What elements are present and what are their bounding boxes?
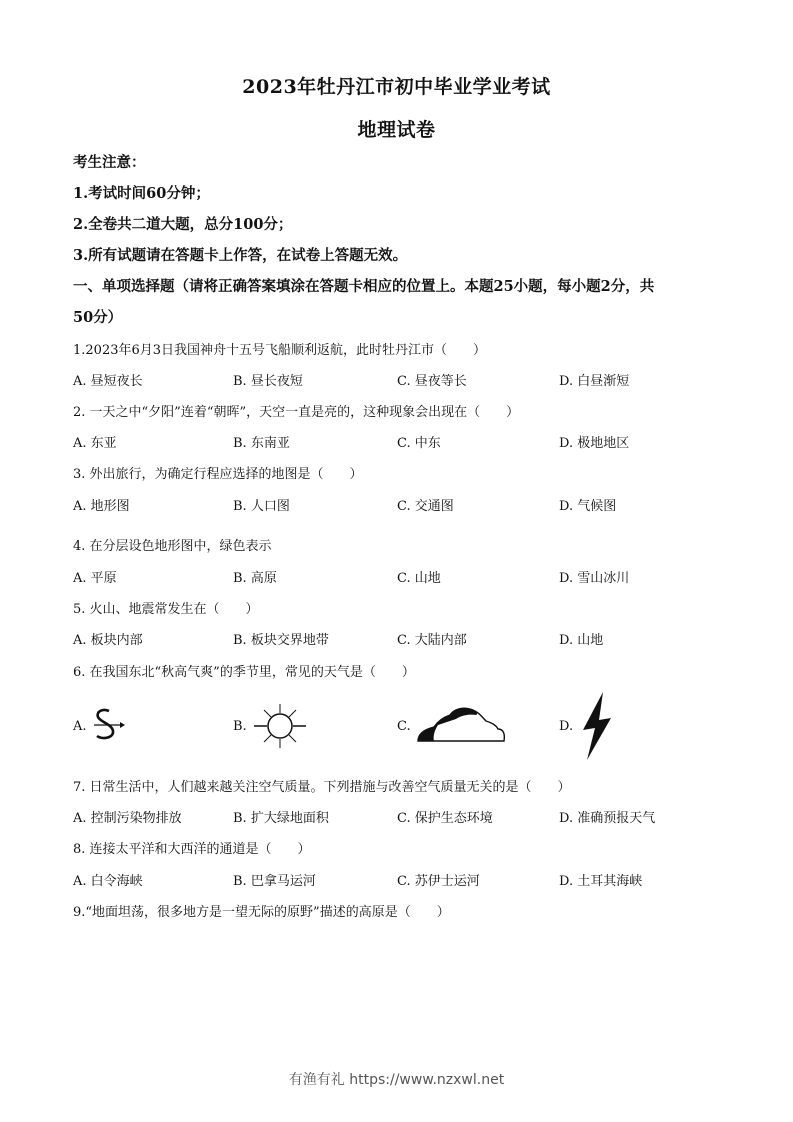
question-stem: 7. 日常生活中，人们越来越关注空气质量。下列措施与改善空气质量无关的是（ ） bbox=[73, 780, 571, 795]
sunny-icon bbox=[252, 702, 308, 750]
option-d: D. 白昼渐短 bbox=[559, 374, 630, 389]
question-stem: 6. 在我国东北“秋高气爽”的季节里，常见的天气是（ ） bbox=[73, 665, 415, 680]
option-d: D. 山地 bbox=[559, 633, 604, 648]
option-a: A. 平原 bbox=[73, 571, 117, 586]
option-b: B. 高原 bbox=[233, 571, 277, 586]
notice-item: 2.全卷共二道大题，总分100分； bbox=[73, 216, 293, 233]
option-d: D. 准确预报天气 bbox=[559, 811, 656, 826]
question-stem: 4. 在分层设色地形图中，绿色表示 bbox=[73, 539, 272, 554]
option-c: C. 大陆内部 bbox=[397, 633, 467, 648]
option-a: A. 控制污染物排放 bbox=[73, 811, 182, 826]
notice-item: 3.所有试题请在答题卡上作答，在试卷上答题无效。 bbox=[73, 247, 408, 264]
section-heading-cont: 50分） bbox=[73, 309, 123, 326]
option-c: C. 昼夜等长 bbox=[397, 374, 467, 389]
option-a: A. 白令海峡 bbox=[73, 874, 143, 889]
thunder-lightning-icon bbox=[579, 690, 615, 762]
option-c: C. 保护生态环境 bbox=[397, 811, 493, 826]
option-b: B. 板块交界地带 bbox=[233, 633, 329, 648]
question-stem: 2. 一天之中“夕阳”连着“朝晖”，天空一直是亮的，这种现象会出现在（ ） bbox=[73, 405, 520, 420]
exam-subtitle: 地理试卷 bbox=[357, 119, 436, 141]
question-stem: 9.“地面坦荡，很多地方是一望无际的原野”描述的高原是（ ） bbox=[73, 905, 450, 920]
option-c: C. 交通图 bbox=[397, 499, 454, 514]
question-stem: 1.2023年6月3日我国神舟十五号飞船顺利返航，此时牡丹江市（ ） bbox=[73, 343, 487, 358]
question-stem: 5. 火山、地震常发生在（ ） bbox=[73, 602, 259, 617]
exam-title: 2023年牡丹江市初中毕业学业考试 bbox=[242, 76, 551, 98]
notice-heading: 考生注意： bbox=[73, 154, 146, 171]
option-a: A. 昼短夜长 bbox=[73, 374, 143, 389]
cloudy-icon bbox=[416, 705, 508, 745]
option-a: A. 地形图 bbox=[73, 499, 130, 514]
footer-watermark[interactable]: 有渔有礼 https://www.nzxwl.net bbox=[288, 1072, 505, 1088]
option-b: B. 东南亚 bbox=[233, 436, 290, 451]
option-d: D. 极地地区 bbox=[559, 436, 630, 451]
notice-item: 1.考试时间60分钟； bbox=[73, 185, 210, 202]
option-c: C. 中东 bbox=[397, 436, 441, 451]
option-c: C. 苏伊士运河 bbox=[397, 874, 480, 889]
option-d: D. bbox=[559, 719, 574, 734]
option-b: B. 昼长夜短 bbox=[233, 374, 303, 389]
option-d: D. 土耳其海峡 bbox=[559, 874, 643, 889]
option-a: A. 板块内部 bbox=[73, 633, 143, 648]
option-d: D. 雪山冰川 bbox=[559, 571, 630, 586]
option-d: D. 气候图 bbox=[559, 499, 617, 514]
section-heading: 一、单项选择题（请将正确答案填涂在答题卡相应的位置上。本题25小题，每小题2分，共 bbox=[73, 278, 655, 295]
question-stem: 8. 连接太平洋和大西洋的通道是（ ） bbox=[73, 842, 311, 857]
option-a: A. bbox=[73, 719, 87, 734]
option-b: B. 扩大绿地面积 bbox=[233, 811, 329, 826]
option-b: B. 人口图 bbox=[233, 499, 290, 514]
question-stem: 3. 外出旅行，为确定行程应选择的地图是（ ） bbox=[73, 467, 363, 482]
option-b: B. 巴拿马运河 bbox=[233, 874, 316, 889]
option-c: C. 山地 bbox=[397, 571, 441, 586]
option-a: A. 东亚 bbox=[73, 436, 117, 451]
option-c: C. bbox=[397, 719, 411, 734]
sandstorm-icon bbox=[92, 706, 126, 744]
option-b: B. bbox=[233, 719, 247, 734]
